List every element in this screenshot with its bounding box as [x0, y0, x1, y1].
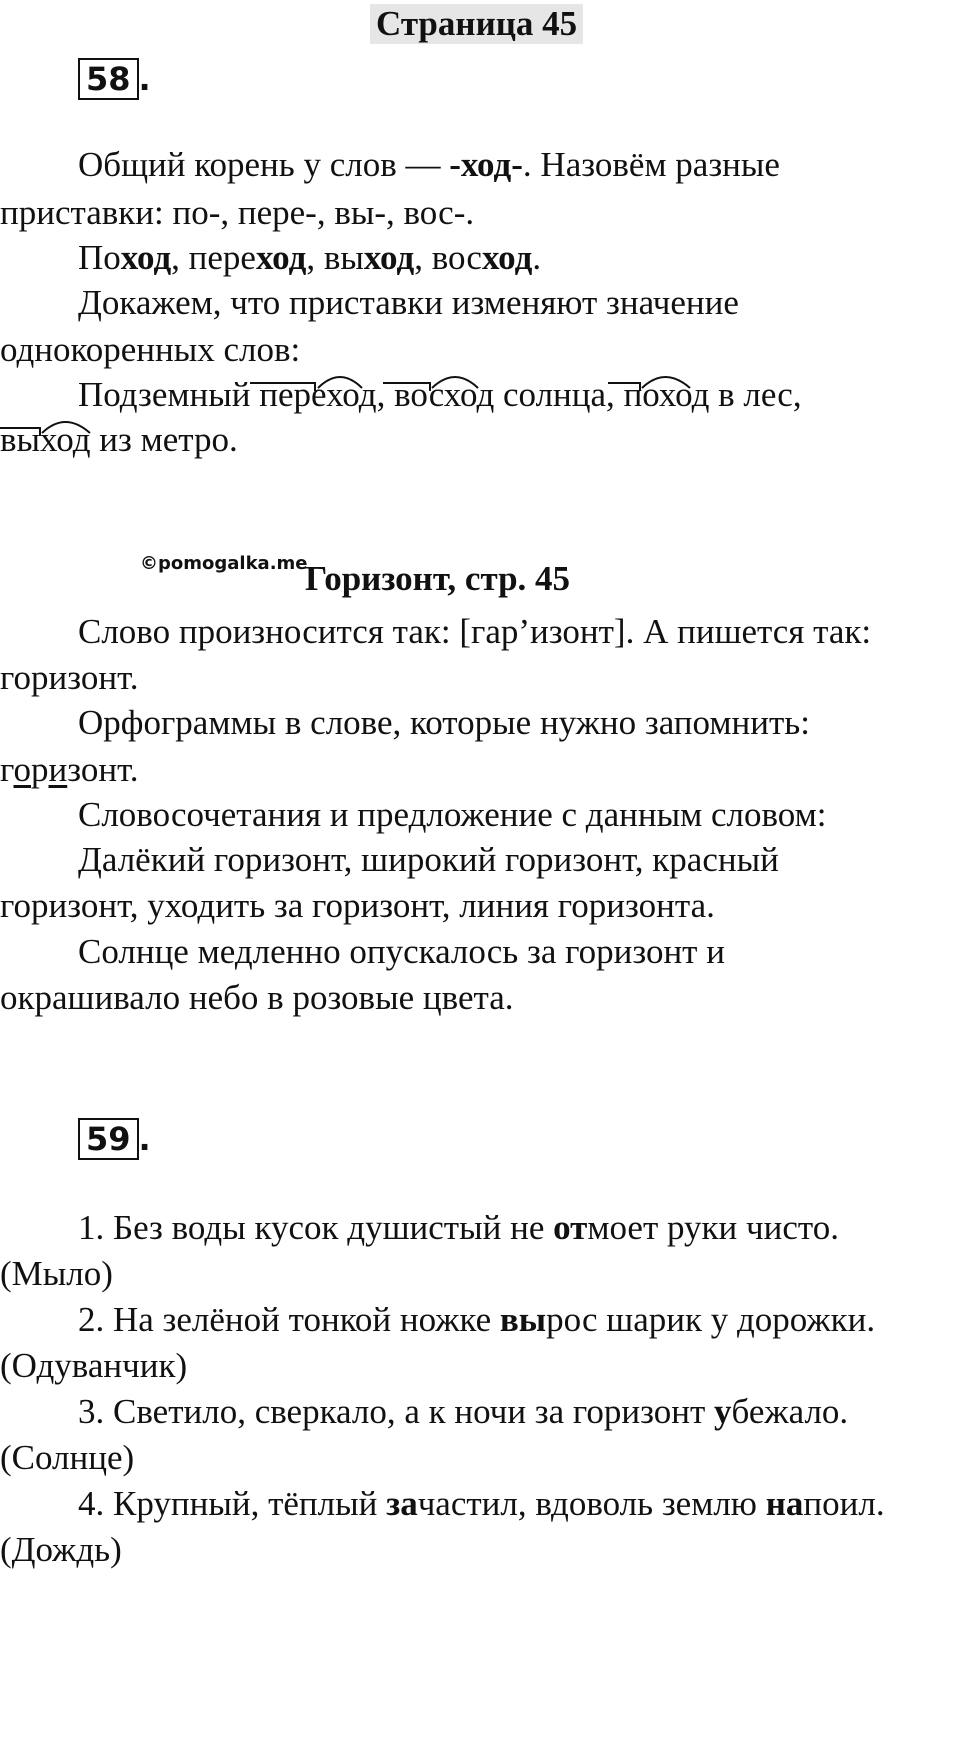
answer-2: (Одуванчик)	[0, 1346, 188, 1385]
page-title: Страница 45	[370, 4, 583, 44]
answer-3: (Солнце)	[0, 1438, 135, 1477]
text: . Назовём разные	[522, 145, 780, 184]
exercise-number-box: 59	[78, 1118, 139, 1160]
answer-4: (Дождь)	[0, 1530, 122, 1569]
ex58-para3-line2: однокоренных слов:	[0, 330, 301, 369]
separator: ,	[306, 238, 324, 277]
horizon-p2-line1: Орфограммы в слове, которые нужно запомнить:	[78, 703, 810, 742]
watermark: ©pomogalka.me	[140, 553, 308, 574]
orthogram-underlined: и	[48, 750, 68, 789]
horizon-p3: Словосочетания и предложение с данным словом:	[78, 795, 827, 834]
word-prefix: вы	[323, 238, 364, 277]
horizon-p1-line1: Слово произносится так: [гар’изонт]. А пишется так:	[78, 612, 872, 651]
riddle-1	[78, 1208, 839, 1248]
text: бежало.	[731, 1392, 849, 1431]
text: ,	[376, 375, 395, 414]
word-root: ход	[481, 238, 533, 277]
separator: ,	[171, 238, 189, 277]
horizon-p5-line2: окрашивало небо в розовые цвета.	[0, 978, 514, 1017]
text: 2. На зелёной тонкой ножке	[78, 1300, 500, 1339]
word-root: ход	[255, 238, 307, 277]
prefix-bold: от	[553, 1208, 588, 1247]
word-vykhod: выход	[0, 420, 91, 459]
text: р	[30, 750, 49, 789]
prefix-bold: вы	[499, 1300, 547, 1339]
prefix-mark-vy	[0, 428, 40, 436]
text: частил, вдоволь землю	[417, 1484, 766, 1523]
prefix-mark-po	[608, 383, 640, 391]
root-arc-perekhod	[318, 377, 362, 388]
text: зонт.	[67, 750, 139, 789]
word-voskhod: восход	[394, 375, 495, 414]
word-prefix: По	[78, 238, 121, 277]
exercise-59-number	[78, 1120, 151, 1158]
ex58-para3-line1: Докажем, что приставки изменяют значение	[78, 283, 739, 322]
word-pokhod: поход	[623, 375, 710, 414]
text: поил.	[803, 1484, 885, 1523]
text: г	[0, 750, 14, 789]
word-root: ход	[120, 238, 172, 277]
text: Общий корень у слов —	[78, 145, 450, 184]
text: в лес,	[709, 375, 802, 414]
separator: .	[532, 238, 542, 277]
text: солнца,	[494, 375, 624, 414]
prefix-bold: у	[714, 1392, 732, 1431]
root-arc-vykhod	[42, 422, 90, 433]
section-title-horizon: Горизонт, стр. 45	[305, 559, 571, 598]
orthogram-underlined: о	[13, 750, 31, 789]
root-arc-pokhod	[642, 377, 690, 388]
root-bold: -ход-	[449, 145, 523, 184]
horizon-p2-line2	[0, 750, 138, 790]
prefix-mark-pere	[250, 383, 315, 391]
horizon-p4-line1: Далёкий горизонт, широкий горизонт, красный	[78, 840, 779, 879]
word-prefix: вос	[431, 238, 482, 277]
text: рос шарик у дорожки.	[546, 1300, 876, 1339]
answer-1: (Мыло)	[0, 1254, 113, 1293]
root-arc-voskhod	[432, 377, 478, 388]
word-prefix: пере	[188, 238, 256, 277]
separator: ,	[414, 238, 432, 277]
prefix-bold: за	[386, 1484, 418, 1523]
prefix-mark-vos	[383, 383, 430, 391]
text: 4. Крупный, тёплый	[78, 1484, 387, 1523]
horizon-p1-line2: горизонт.	[0, 658, 139, 697]
text: из метро.	[90, 420, 238, 459]
prefix-bold: на	[765, 1484, 804, 1523]
word-root: ход	[363, 238, 415, 277]
ex58-para1-line2: приставки: по-, пере-, вы-, вос-.	[0, 193, 475, 232]
riddle-4	[78, 1484, 885, 1524]
text: моет руки чисто.	[587, 1208, 839, 1247]
horizon-p5-line1: Солнце медленно опускалось за горизонт и	[78, 932, 725, 971]
riddle-2	[78, 1300, 875, 1340]
text: 3. Светило, сверкало, а к ночи за горизонт	[78, 1392, 715, 1431]
morpheme-marks	[0, 0, 960, 470]
exercise-number-box: 58	[78, 58, 139, 100]
text: 1. Без воды кусок душистый не	[78, 1208, 554, 1247]
horizon-p4-line2: горизонт, уходить за горизонт, линия горизонта.	[0, 886, 715, 925]
text: Подземный	[78, 375, 260, 414]
word-perekhod: переход	[259, 375, 377, 414]
riddle-3	[78, 1392, 848, 1432]
exercise-number-dot: .	[138, 1120, 151, 1158]
exercise-number-dot: .	[138, 60, 151, 98]
